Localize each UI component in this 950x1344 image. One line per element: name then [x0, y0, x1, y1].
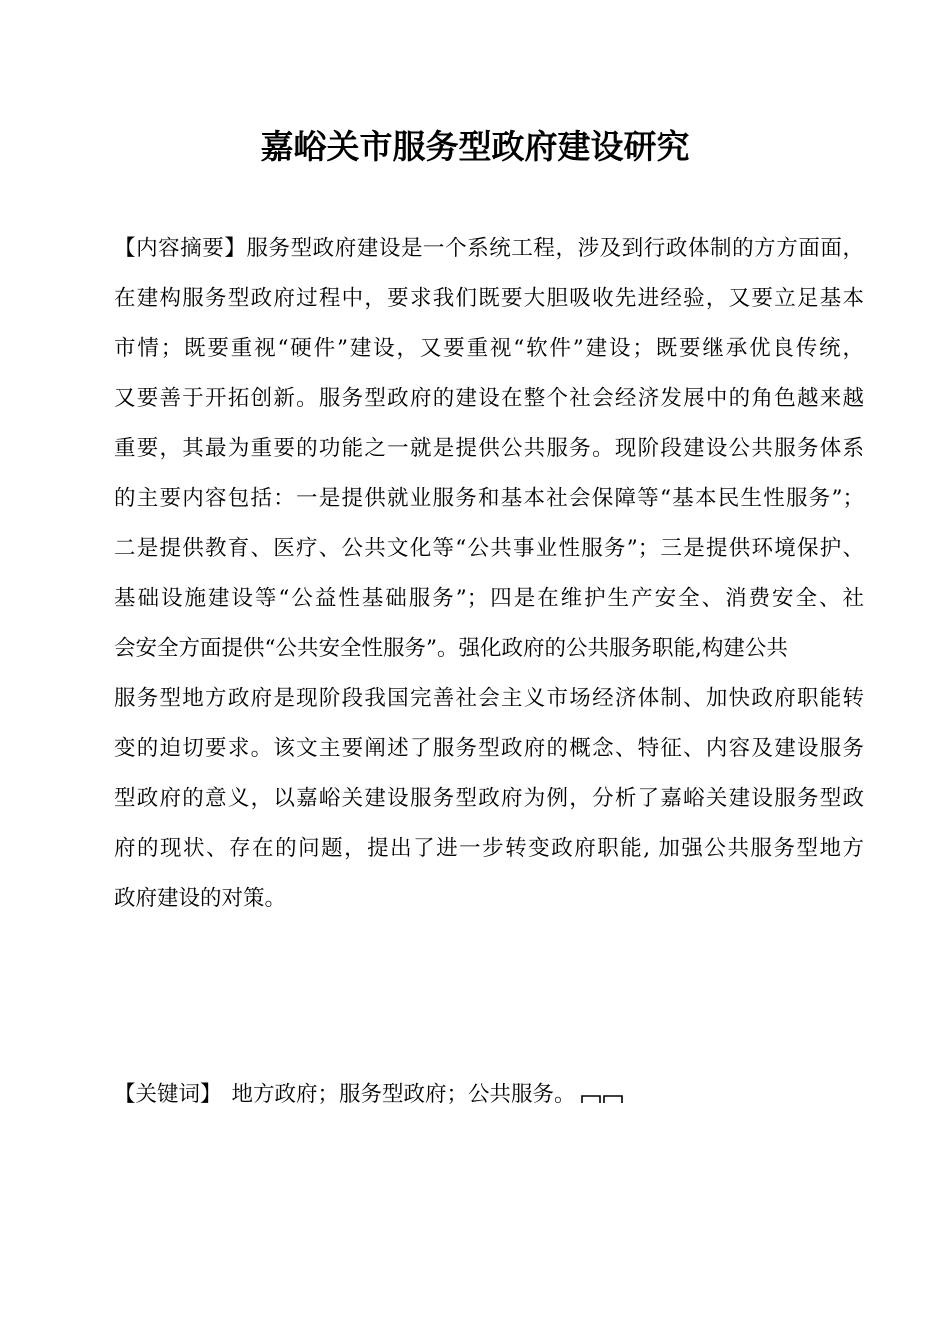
- abstract-line: 市情；既要重视“硬件”建设，又要重视“软件”建设；既要继承优良传统，: [114, 336, 864, 361]
- abstract-line: 会安全方面提供“公共安全性服务”。强化政府的公共服务职能,构建公共: [114, 636, 788, 661]
- abstract-line: 二是提供教育、医疗、公共文化等“公共事业性服务”；三是提供环境保护、: [114, 536, 864, 561]
- abstract-line: 【内容摘要】服务型政府建设是一个系统工程，涉及到行政体制的方方面面，: [114, 236, 864, 261]
- abstract-line: 又要善于开拓创新。服务型政府的建设在整个社会经济发展中的角色越来越: [114, 386, 864, 411]
- keywords-line: [114, 1070, 624, 1120]
- keywords-text: 地方政府；服务型政府；公共服务。: [231, 1082, 576, 1107]
- abstract-line: 基础设施建设等“公益性基础服务”；四是在维护生产安全、消费安全、社: [114, 586, 864, 611]
- abstract-line: 的主要内容包括：一是提供就业服务和基本社会保障等“基本民生性服务”；: [114, 486, 864, 511]
- abstract-line: 政府建设的对策。: [114, 886, 287, 911]
- abstract-line: 在建构服务型政府过程中，要求我们既要大胆吸收先进经验，又要立足基本: [114, 286, 864, 311]
- abstract-section: [114, 224, 864, 924]
- abstract-line: 型政府的意义，以嘉峪关建设服务型政府为例，分析了嘉峪关建设服务型政: [114, 786, 864, 811]
- abstract-line: 服务型地方政府是现阶段我国完善社会主义市场经济体制、加快政府职能转: [114, 686, 864, 711]
- editing-marks-icon: [580, 1094, 624, 1104]
- abstract-line: 变的迫切要求。该文主要阐述了服务型政府的概念、特征、内容及建设服务: [114, 736, 864, 761]
- keywords-label: 【关键词】: [114, 1082, 222, 1107]
- abstract-line: 重要，其最为重要的功能之一就是提供公共服务。现阶段建设公共服务体系: [114, 436, 864, 461]
- document-title: 嘉峪关市服务型政府建设研究: [260, 127, 690, 166]
- abstract-line: 府的现状、存在的问题，提出了进一步转变政府职能, 加强公共服务型地方: [114, 836, 864, 861]
